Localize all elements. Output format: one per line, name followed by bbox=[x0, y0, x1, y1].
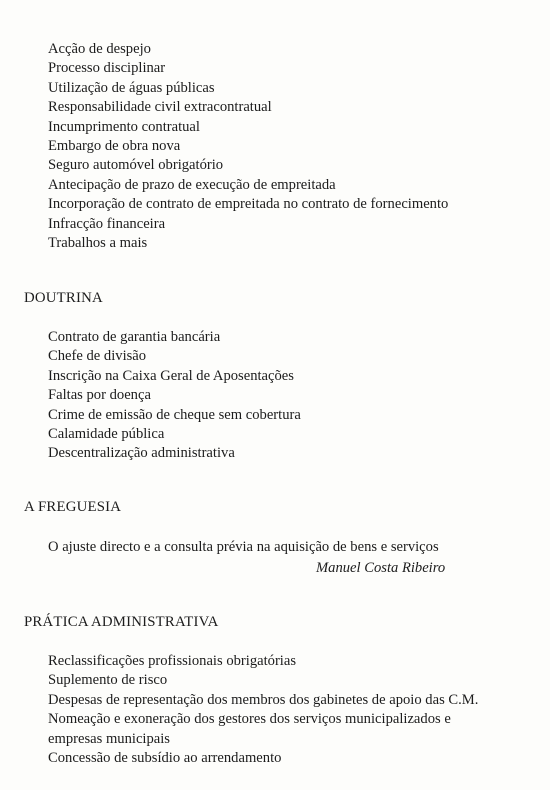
list-item: Responsabilidade civil extracontratual bbox=[48, 99, 272, 116]
section-heading-doutrina: DOUTRINA bbox=[24, 290, 103, 306]
list-item: Utilização de águas públicas bbox=[48, 79, 215, 96]
list-item: Incorporação de contrato de empreitada no contrato de fornecimento bbox=[48, 196, 449, 213]
doutrina-topic-list bbox=[48, 328, 301, 464]
list-item: Concessão de subsídio ao arrendamento bbox=[48, 750, 282, 767]
list-item: Seguro automóvel obrigatório bbox=[48, 157, 224, 174]
list-item: Suplemento de risco bbox=[48, 672, 168, 689]
list-item: Descentralização administrativa bbox=[48, 445, 235, 462]
list-item: Processo disciplinar bbox=[48, 60, 166, 77]
list-item: Faltas por doença bbox=[48, 387, 151, 404]
list-item: empresas municipais bbox=[48, 730, 170, 747]
list-item: Infracção financeira bbox=[48, 215, 166, 232]
article-title: O ajuste directo e a consulta prévia na aquisição de bens e serviços bbox=[48, 539, 439, 555]
list-item: Trabalhos a mais bbox=[48, 235, 148, 252]
list-item: Embargo de obra nova bbox=[48, 138, 181, 155]
top-topic-list bbox=[48, 40, 448, 253]
section-heading-pratica-administrativa: PRÁTICA ADMINISTRATIVA bbox=[24, 614, 219, 630]
section-heading-freguesia: A FREGUESIA bbox=[24, 499, 122, 515]
list-item: Crime de emissão de cheque sem cobertura bbox=[48, 406, 301, 423]
list-item: Contrato de garantia bancária bbox=[48, 329, 221, 345]
list-item: Incumprimento contratual bbox=[48, 118, 200, 135]
list-item: Calamidade pública bbox=[48, 426, 165, 443]
list-item: Reclassificações profissionais obrigatórias bbox=[48, 653, 297, 669]
list-item: Nomeação e exoneração dos gestores dos serviços municipalizados e bbox=[48, 711, 451, 728]
list-item: Despesas de representação dos membros dos gabinetes de apoio das C.M. bbox=[48, 691, 479, 708]
list-item: Chefe de divisão bbox=[48, 348, 147, 365]
pratica-topic-list bbox=[48, 652, 478, 768]
list-item: Acção de despejo bbox=[48, 41, 151, 57]
article-author: Manuel Costa Ribeiro bbox=[316, 560, 446, 576]
list-item: Antecipação de prazo de execução de empreitada bbox=[48, 176, 336, 193]
list-item: Inscrição na Caixa Geral de Aposentações bbox=[48, 367, 294, 384]
